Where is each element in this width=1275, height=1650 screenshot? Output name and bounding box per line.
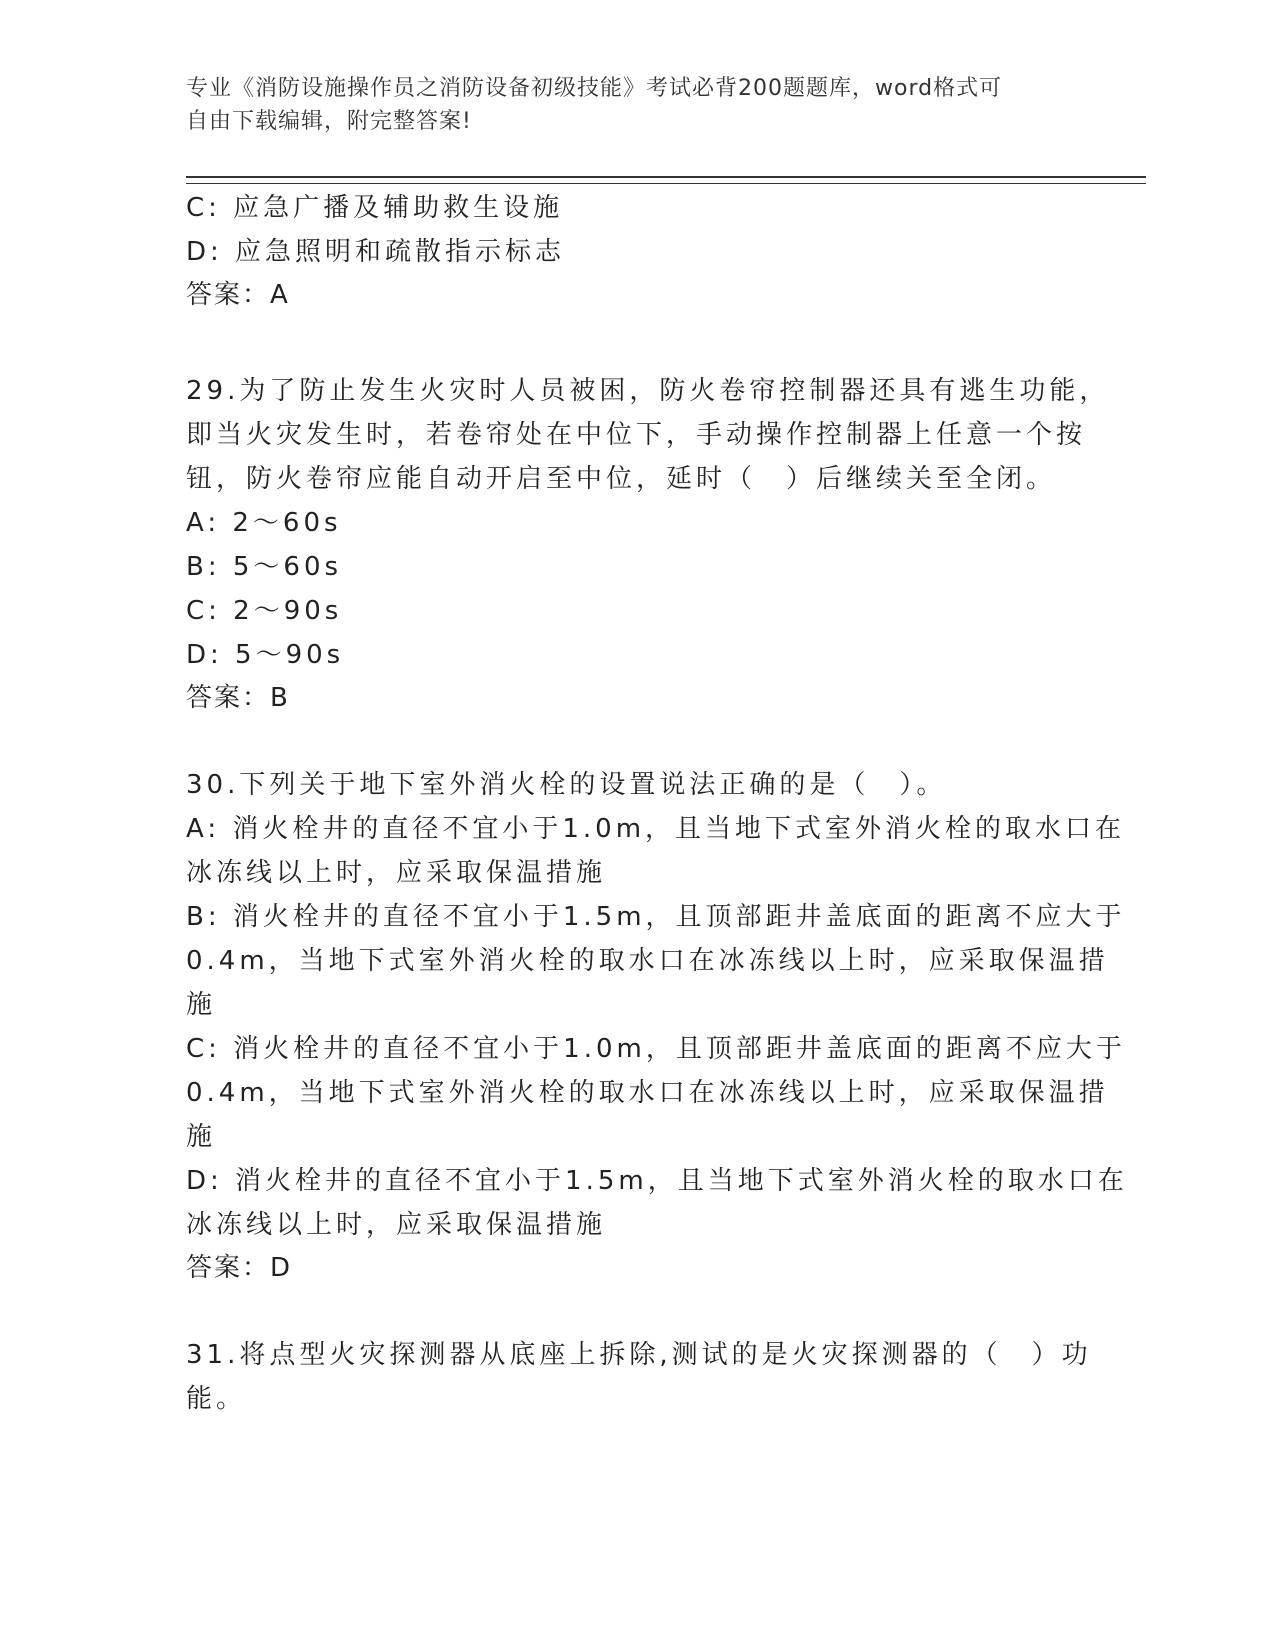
q30-option-c-line-1: C: 消火栓井的直径不宜小于1.0m，且顶部距井盖底面的距离不应大于 xyxy=(186,1034,1126,1064)
q29-stem-line-2: 即当火灾发生时，若卷帘处在中位下，手动操作控制器上任意一个按 xyxy=(186,420,1087,450)
q30-option-d-line-1: D: 消火栓井的直径不宜小于1.5m，且当地下式室外消火栓的取水口在 xyxy=(186,1166,1128,1196)
q30-option-b-line-3: 施 xyxy=(186,990,217,1020)
q29-stem-line-1: 29.为了防止发生火灾时人员被困，防火卷帘控制器还具有逃生功能， xyxy=(186,376,1110,406)
q29-stem-line-3: 钮，防火卷帘应能自动开启至中位，延时（ ）后继续关至全闭。 xyxy=(186,464,1057,494)
header-line-2: 自由下载编辑，附完整答案! xyxy=(186,109,472,134)
q29-answer: 答案：B xyxy=(186,683,290,713)
header-divider xyxy=(186,176,1146,184)
q30-option-c-line-3: 施 xyxy=(186,1122,217,1152)
q30-stem: 30.下列关于地下室外消火栓的设置说法正确的是（ ）。 xyxy=(186,770,947,800)
q31-stem-line-2: 能。 xyxy=(186,1384,247,1414)
q30-answer: 答案：D xyxy=(186,1253,293,1283)
q31-stem-line-1: 31.将点型火灾探测器从底座上拆除,测试的是火灾探测器的（ ）功 xyxy=(186,1340,1092,1370)
q30-option-a-line-2: 冰冻线以上时，应采取保温措施 xyxy=(186,858,607,888)
q30-option-b-line-2: 0.4m，当地下式室外消火栓的取水口在冰冻线以上时，应采取保温措 xyxy=(186,946,1109,976)
q29-option-b: B: 5～60s xyxy=(186,552,343,582)
page-header xyxy=(186,72,1066,138)
q29-option-d: D: 5～90s xyxy=(186,640,345,670)
q28-option-c: C: 应急广播及辅助救生设施 xyxy=(186,193,564,223)
header-line-1: 专业《消防设施操作员之消防设备初级技能》考试必背200题题库，word格式可 xyxy=(186,76,1003,101)
q29-option-c: C: 2～90s xyxy=(186,596,343,626)
q28-option-d: D: 应急照明和疏散指示标志 xyxy=(186,237,566,267)
q28-answer: 答案：A xyxy=(186,280,290,310)
q30-option-b-line-1: B: 消火栓井的直径不宜小于1.5m，且顶部距井盖底面的距离不应大于 xyxy=(186,902,1126,932)
q30-option-c-line-2: 0.4m，当地下式室外消火栓的取水口在冰冻线以上时，应采取保温措 xyxy=(186,1078,1109,1108)
q30-option-d-line-2: 冰冻线以上时，应采取保温措施 xyxy=(186,1210,607,1240)
q30-option-a-line-1: A: 消火栓井的直径不宜小于1.0m，且当地下式室外消火栓的取水口在 xyxy=(186,814,1126,844)
q29-option-a: A: 2～60s xyxy=(186,508,342,538)
